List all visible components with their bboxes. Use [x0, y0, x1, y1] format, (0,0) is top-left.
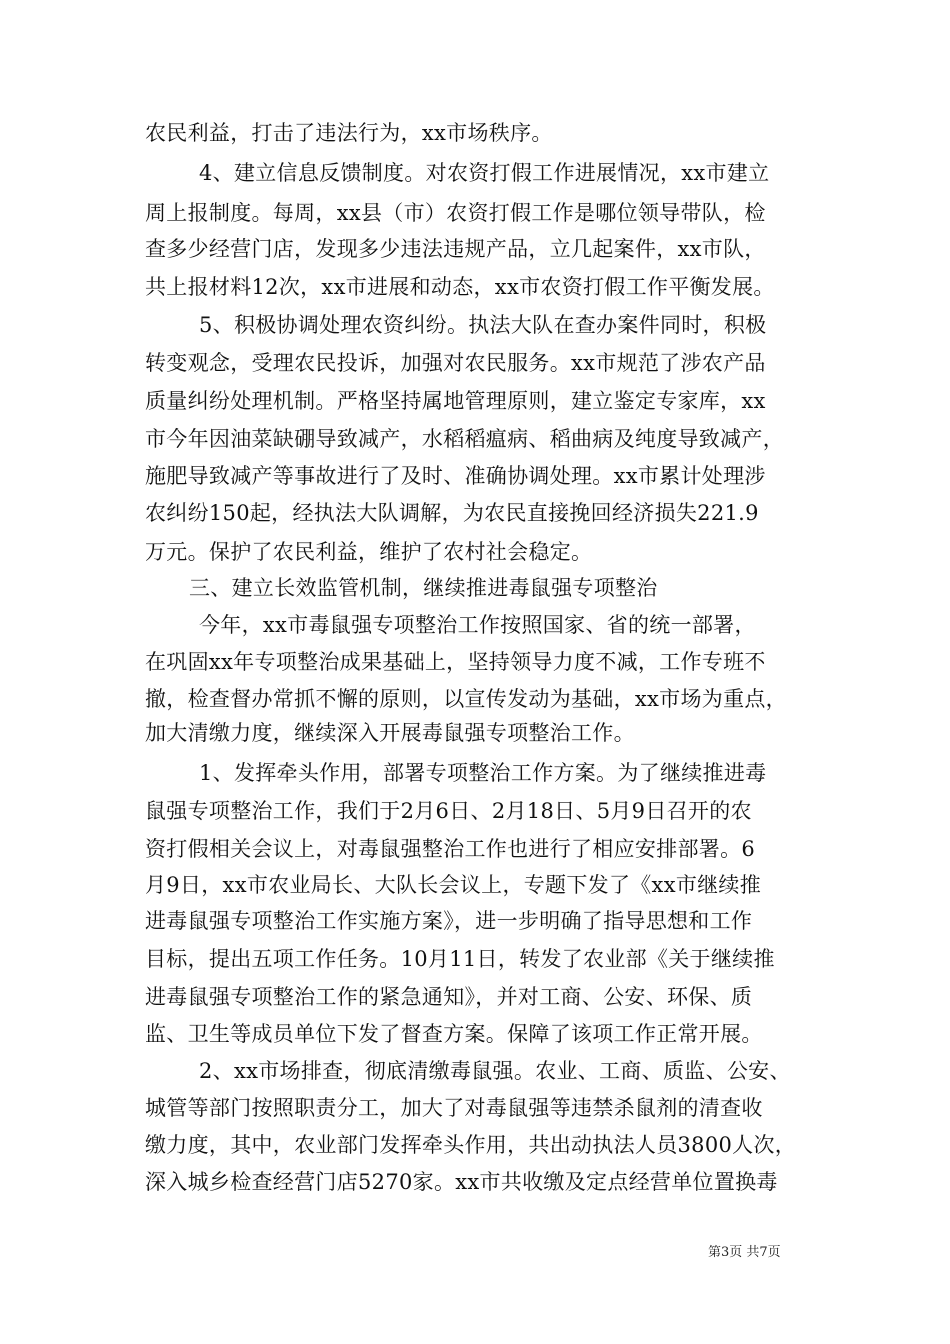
text-line: 撤，检查督办常抓不懈的原则，以宣传发动为基础，xx市场为重点， [145, 687, 787, 711]
text-line: 在巩固xx年专项整治成果基础上，坚持领导力度不减，工作专班不 [145, 650, 766, 674]
text-line: 4、建立信息反馈制度。对农资打假工作进展情况，xx市建立 [199, 161, 770, 185]
text-line: 农民利益，打击了违法行为，xx市场秩序。 [145, 121, 553, 145]
text-line: 进毒鼠强专项整治工作的紧急通知》，并对工商、公安、环保、质 [145, 985, 753, 1009]
text-line: 今年，xx市毒鼠强专项整治工作按照国家、省的统一部署， [199, 613, 756, 637]
text-line: 市今年因油菜缺硼导致减产，水稻稻瘟病、稻曲病及纯度导致减产， [145, 427, 784, 451]
text-line: 万元。保护了农民利益，维护了农村社会稳定。 [145, 540, 593, 564]
text-line: 1、发挥牵头作用，部署专项整治工作方案。为了继续推进毒 [199, 761, 767, 785]
text-line: 监、卫生等成员单位下发了督查方案。保障了该项工作正常开展。 [145, 1022, 763, 1046]
text-line: 2、xx市场排查，彻底清缴毒鼠强。农业、工商、质监、公安、 [199, 1059, 791, 1083]
text-line: 周上报制度。每周，xx县（市）农资打假工作是哪位领导带队，检 [145, 201, 766, 225]
text-line: 5、积极协调处理农资纠纷。执法大队在查办案件同时，积极 [199, 313, 767, 337]
text-line: 质量纠纷处理机制。严格坚持属地管理原则，建立鉴定专家库，xx [145, 389, 766, 413]
text-line: 目标，提出五项工作任务。10月11日，转发了农业部《关于继续推 [145, 947, 775, 971]
text-line: 城管等部门按照职责分工，加大了对毒鼠强等违禁杀鼠剂的清查收 [145, 1096, 763, 1120]
text-line: 转变观念，受理农民投诉，加强对农民服务。xx市规范了涉农产品 [145, 351, 766, 375]
text-line: 深入城乡检查经营门店5270家。xx市共收缴及定点经营单位置换毒 [145, 1170, 778, 1194]
section-heading: 三、建立长效监管机制，继续推进毒鼠强专项整治 [189, 576, 658, 600]
text-line: 缴力度，其中，农业部门发挥牵头作用，共出动执法人员3800人次， [145, 1133, 797, 1157]
text-line: 鼠强专项整治工作，我们于2月6日、2月18日、5月9日召开的农 [145, 799, 752, 823]
text-line: 资打假相关会议上，对毒鼠强整治工作也进行了相应安排部署。6 [145, 837, 756, 861]
text-line: 共上报材料12次，xx市进展和动态，xx市农资打假工作平衡发展。 [145, 275, 775, 299]
page-number: 第3页 共7页 [708, 1245, 781, 1260]
text-line: 施肥导致减产等事故进行了及时、准确协调处理。xx市累计处理涉 [145, 464, 766, 488]
text-line: 加大清缴力度，继续深入开展毒鼠强专项整治工作。 [145, 721, 635, 745]
text-line: 进毒鼠强专项整治工作实施方案》，进一步明确了指导思想和工作 [145, 909, 753, 933]
text-line: 农纠纷150起，经执法大队调解，为农民直接挽回经济损失221.9 [145, 501, 759, 525]
text-line: 月9日，xx市农业局长、大队长会议上，专题下发了《xx市继续推 [145, 873, 762, 897]
text-line: 查多少经营门店，发现多少违法违规产品，立几起案件，xx市队， [145, 237, 766, 261]
